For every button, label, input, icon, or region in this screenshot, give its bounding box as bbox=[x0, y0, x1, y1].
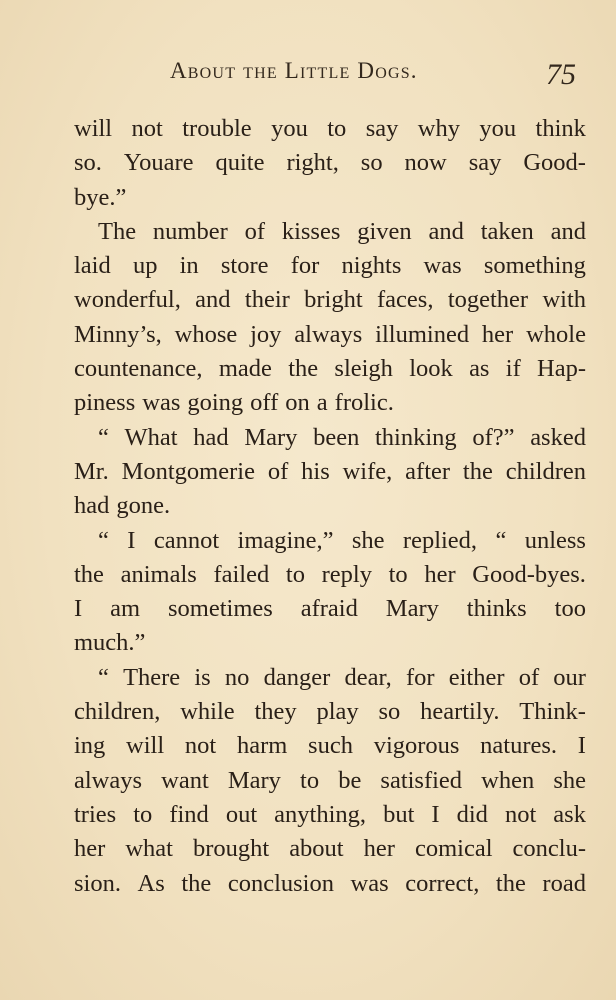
word: and bbox=[195, 286, 231, 314]
word: up bbox=[132, 252, 158, 280]
text-line bbox=[74, 352, 586, 386]
text-line bbox=[74, 489, 586, 523]
text-line bbox=[74, 695, 586, 729]
text-line bbox=[74, 832, 586, 866]
word: together bbox=[447, 286, 529, 314]
word: did bbox=[456, 800, 488, 828]
text-line bbox=[74, 592, 586, 626]
word: failed bbox=[213, 560, 270, 588]
word: piness bbox=[74, 389, 136, 417]
text-line bbox=[74, 421, 586, 455]
word: her bbox=[363, 835, 395, 863]
word: was bbox=[350, 869, 389, 897]
word: why bbox=[417, 115, 460, 142]
word: sometimes bbox=[167, 595, 273, 623]
word: “ bbox=[495, 526, 507, 554]
word: and bbox=[428, 217, 464, 245]
text-line bbox=[74, 867, 586, 901]
word: Montgomerie bbox=[121, 457, 255, 485]
word: no bbox=[224, 663, 250, 691]
word: cannot bbox=[153, 526, 220, 554]
word: she bbox=[553, 766, 586, 794]
word: always bbox=[74, 766, 143, 794]
word: Mr. bbox=[74, 457, 109, 485]
word: The bbox=[98, 217, 137, 245]
word: comical bbox=[414, 835, 493, 863]
word: play bbox=[316, 698, 359, 726]
word: given bbox=[357, 217, 412, 245]
word: was bbox=[142, 389, 181, 417]
word: but bbox=[383, 800, 415, 828]
text-line bbox=[74, 661, 586, 695]
word: out bbox=[225, 800, 258, 828]
word: reply bbox=[321, 560, 372, 588]
word: imagine,” bbox=[237, 526, 334, 554]
word: correct, bbox=[405, 869, 480, 897]
word: children, bbox=[74, 698, 161, 726]
word: whose bbox=[174, 320, 238, 348]
word: after bbox=[405, 457, 451, 485]
word: was bbox=[423, 252, 462, 280]
word: with bbox=[542, 286, 586, 314]
word: harm bbox=[236, 732, 288, 760]
word: say bbox=[365, 115, 399, 142]
word: I bbox=[74, 595, 83, 623]
word: her bbox=[424, 560, 456, 588]
word: right, bbox=[286, 149, 339, 177]
word: wonderful, bbox=[74, 286, 181, 314]
word: say bbox=[468, 149, 502, 177]
word: thinks bbox=[466, 595, 527, 623]
word: to bbox=[300, 766, 320, 794]
word: nights bbox=[341, 252, 402, 280]
word: Mary bbox=[385, 595, 439, 623]
word: “ bbox=[98, 663, 109, 691]
word: Mary bbox=[244, 423, 298, 451]
word: for bbox=[405, 663, 435, 691]
word: off bbox=[250, 389, 279, 417]
word: Youare bbox=[123, 149, 194, 177]
running-title: About the Little Dogs. bbox=[170, 58, 418, 83]
word: Good- bbox=[523, 149, 586, 177]
page-header bbox=[0, 58, 616, 98]
word: illumined bbox=[375, 320, 470, 348]
word: Good-byes. bbox=[472, 560, 586, 588]
word: they bbox=[254, 698, 297, 726]
word: joy bbox=[250, 320, 282, 348]
word: of bbox=[244, 217, 266, 245]
word: I bbox=[577, 732, 586, 760]
word: kisses bbox=[281, 217, 341, 245]
word: anything, bbox=[274, 800, 367, 828]
word: to bbox=[285, 560, 305, 588]
word: conclusion bbox=[227, 869, 334, 897]
word: when bbox=[481, 766, 535, 794]
word: satisfied bbox=[380, 766, 463, 794]
word: vigorous bbox=[373, 732, 460, 760]
word: heartily. bbox=[420, 698, 500, 726]
text-line bbox=[74, 524, 586, 558]
word: as bbox=[469, 355, 490, 383]
word: made bbox=[218, 355, 272, 383]
text-line bbox=[74, 283, 586, 317]
text-line bbox=[74, 249, 586, 283]
word: Mary bbox=[227, 766, 281, 794]
word: look bbox=[409, 355, 453, 383]
word: bright bbox=[304, 286, 363, 314]
word: the bbox=[288, 355, 319, 383]
text-line bbox=[74, 798, 586, 832]
word: animals bbox=[120, 560, 197, 588]
text-line bbox=[74, 112, 586, 146]
word: her bbox=[481, 320, 514, 348]
word: Think- bbox=[519, 698, 586, 726]
text-line bbox=[74, 764, 586, 798]
word: number bbox=[152, 217, 228, 245]
word: such bbox=[308, 732, 353, 760]
word: tries bbox=[74, 800, 117, 828]
word: always bbox=[294, 320, 363, 348]
word: her bbox=[74, 835, 106, 863]
word: been bbox=[313, 423, 360, 451]
text-line bbox=[74, 626, 586, 660]
word: What bbox=[124, 423, 178, 451]
word: of?” bbox=[472, 423, 515, 451]
word: natures. bbox=[480, 732, 558, 760]
word: I bbox=[431, 800, 440, 828]
word: store bbox=[220, 252, 269, 280]
word: is bbox=[194, 663, 211, 691]
word: whole bbox=[526, 320, 586, 348]
word: and bbox=[550, 217, 586, 245]
word: too bbox=[554, 595, 586, 623]
word: if bbox=[505, 355, 521, 383]
word: on bbox=[285, 389, 310, 417]
word: want bbox=[161, 766, 209, 794]
text-line bbox=[74, 318, 586, 352]
word: taken bbox=[480, 217, 534, 245]
word: their bbox=[244, 286, 290, 314]
word: find bbox=[169, 800, 209, 828]
word: to bbox=[388, 560, 408, 588]
text-line bbox=[74, 386, 586, 420]
word: thinking bbox=[375, 423, 457, 451]
word: brought bbox=[192, 835, 270, 863]
word: gone. bbox=[116, 492, 171, 520]
word: a bbox=[316, 389, 328, 417]
word: now bbox=[404, 149, 447, 177]
word: sleigh bbox=[334, 355, 393, 383]
word: either bbox=[448, 663, 505, 691]
word: ask bbox=[553, 800, 586, 828]
word: Hap- bbox=[537, 355, 586, 383]
word: of bbox=[518, 663, 540, 691]
word: much.” bbox=[74, 629, 146, 657]
word: the bbox=[181, 869, 212, 897]
word: something bbox=[483, 252, 586, 280]
word: had bbox=[74, 492, 110, 520]
text-line bbox=[74, 181, 586, 215]
word: countenance, bbox=[74, 355, 203, 383]
word: be bbox=[338, 766, 362, 794]
text-line bbox=[74, 215, 586, 249]
word: about bbox=[289, 835, 344, 863]
word: sion. bbox=[74, 869, 121, 897]
word: children bbox=[505, 457, 586, 485]
word: ing bbox=[74, 732, 106, 760]
word: so. bbox=[74, 149, 102, 177]
word: “ bbox=[98, 526, 109, 554]
word: so bbox=[360, 149, 383, 177]
word: you bbox=[479, 115, 517, 142]
body-text bbox=[74, 112, 586, 901]
word: not bbox=[131, 115, 163, 142]
word: so bbox=[378, 698, 401, 726]
word: the bbox=[462, 457, 493, 485]
word: while bbox=[180, 698, 235, 726]
word: the bbox=[74, 560, 104, 588]
word: the bbox=[495, 869, 526, 897]
word: afraid bbox=[300, 595, 358, 623]
word: faces, bbox=[377, 286, 434, 314]
word: conclu- bbox=[512, 835, 586, 863]
word: you bbox=[271, 115, 308, 142]
word: will bbox=[74, 115, 113, 142]
word: going bbox=[187, 389, 244, 417]
word: road bbox=[542, 869, 586, 897]
text-line bbox=[74, 558, 586, 592]
text-line bbox=[74, 729, 586, 763]
word: am bbox=[110, 595, 141, 623]
word: wife, bbox=[342, 457, 393, 485]
word: think bbox=[535, 115, 586, 142]
word: I bbox=[127, 526, 136, 554]
word: had bbox=[193, 423, 229, 451]
text-line bbox=[74, 455, 586, 489]
word: of bbox=[267, 457, 289, 485]
word: for bbox=[290, 252, 320, 280]
word: There bbox=[123, 663, 181, 691]
word: As bbox=[137, 869, 165, 897]
word: asked bbox=[530, 423, 586, 451]
word: our bbox=[553, 663, 586, 691]
word: will bbox=[126, 732, 165, 760]
word: “ bbox=[98, 423, 109, 451]
text-line bbox=[74, 146, 586, 180]
word: his bbox=[301, 457, 330, 485]
word: in bbox=[179, 252, 199, 280]
page-number: 75 bbox=[546, 58, 576, 91]
word: not bbox=[504, 800, 537, 828]
word: to bbox=[133, 800, 153, 828]
word: bye.” bbox=[74, 183, 127, 211]
word: dear, bbox=[344, 663, 392, 691]
word: laid bbox=[74, 252, 111, 280]
word: Minny’s, bbox=[74, 320, 162, 348]
word: not bbox=[184, 732, 217, 760]
word: to bbox=[327, 115, 347, 142]
word: she bbox=[351, 526, 385, 554]
word: quite bbox=[215, 149, 265, 177]
word: replied, bbox=[402, 526, 478, 554]
word: unless bbox=[524, 526, 586, 554]
word: trouble bbox=[182, 115, 252, 142]
word: what bbox=[125, 835, 173, 863]
word: frolic. bbox=[334, 389, 394, 417]
word: danger bbox=[263, 663, 331, 691]
